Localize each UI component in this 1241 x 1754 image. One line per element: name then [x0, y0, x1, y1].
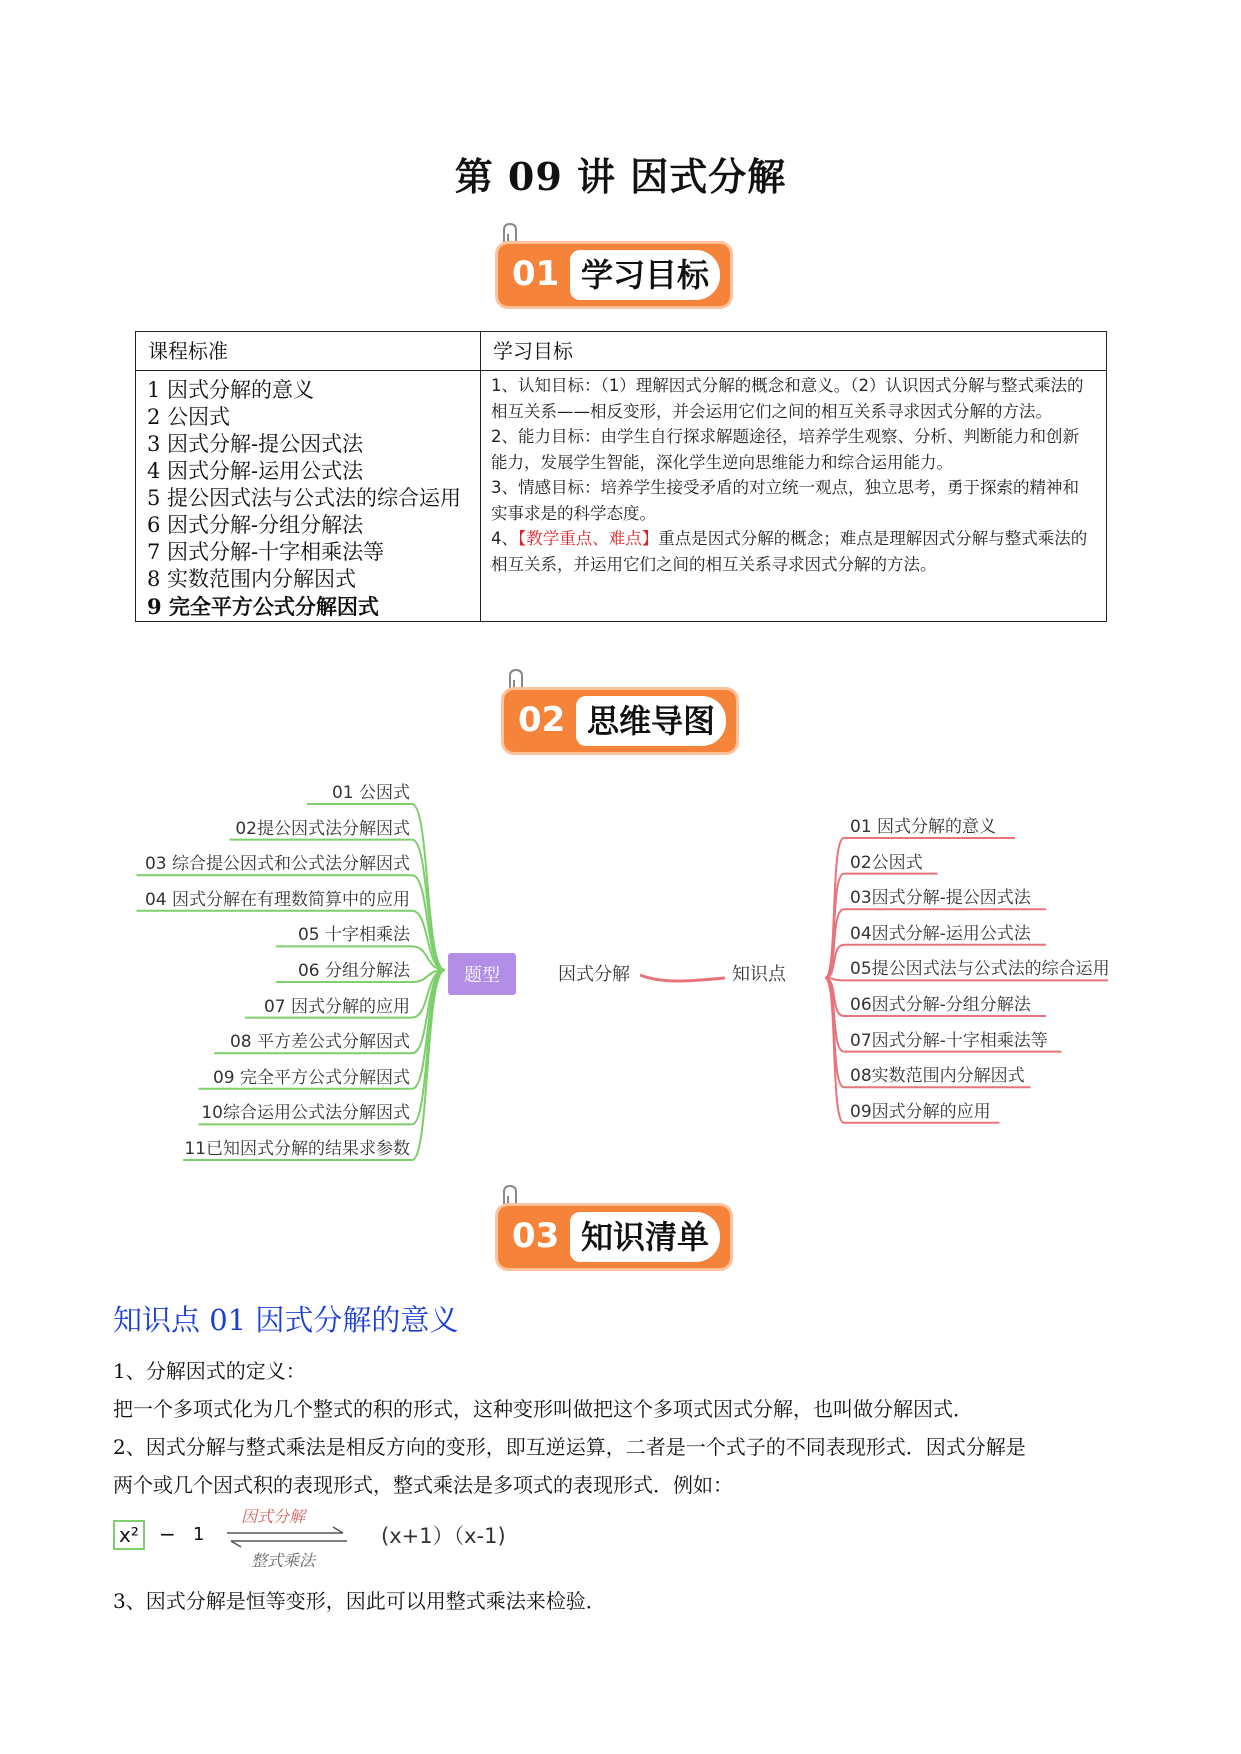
mind-map-right-node: 05提公因式法与公式法的综合运用 [850, 959, 1110, 980]
goal-cognitive: 1、认知目标：（1）理解因式分解的概念和意义。（2）认识因式分解与整式乘法的相互关系——相反变形，并会运用它们之间的相互关系寻求因式分解的方法。 [491, 376, 1084, 421]
section-number: 01 [512, 254, 560, 294]
section-number: 02 [518, 700, 566, 740]
section-number: 03 [512, 1216, 560, 1256]
mind-map-left-node: 11已知因式分解的结果求参数 [184, 1139, 410, 1159]
arrow-label-factorize: 因式分解 [241, 1507, 306, 1526]
mind-map [100, 770, 1141, 1170]
mind-map-right-node: 07因式分解-十字相乘法等 [850, 1030, 1048, 1051]
mind-map-right-node: 03因式分解-提公因式法 [850, 888, 1031, 909]
mind-map-center-connector [640, 975, 725, 981]
formula-rhs: (x+1）（x-1) [381, 1524, 506, 1548]
paragraph: 把一个多项式化为几个整式的积的形式，这种变形叫做把这个多项式因式分解，也叫做分解因式． [113, 1397, 973, 1421]
standard-item: 9 完全平方公式分解因式 [147, 594, 379, 619]
mind-map-right-node: 08实数范围内分解因式 [850, 1066, 1025, 1087]
mind-map-left-node: 04 因式分解在有理数简算中的应用 [144, 889, 410, 910]
mind-map-hub-knowledge: 知识点 [732, 964, 786, 985]
standard-item: 1 因式分解的意义 [147, 378, 315, 402]
table-header-goals: 学习目标 [481, 332, 1107, 371]
table-header-standards: 课程标准 [136, 332, 481, 371]
mind-map-right-node: 04因式分解-运用公式法 [850, 923, 1031, 944]
standards-cell [136, 371, 481, 622]
paragraph: 3、因式分解是恒等变形，因此可以用整式乘法来检验． [113, 1589, 606, 1613]
double-arrow-icon [225, 1526, 349, 1548]
paragraph: 2、因式分解与整式乘法是相反方向的变形，即互逆运算，二者是一个式子的不同表现形式．因式分解是 [113, 1435, 1026, 1459]
mind-map-hub-types: 题型 [448, 953, 516, 995]
section-badge-learning-goals [496, 222, 736, 312]
section-label: 学习目标 [570, 250, 720, 300]
goal-ability: 2、能力目标：由学生自行探求解题途径，培养学生观察、分析、判断能力和创新能力，发展学生智能，深化学生逆向思维能力和综合运用能力。 [491, 427, 1079, 472]
mind-map-center: 因式分解 [558, 964, 630, 985]
standard-item: 3 因式分解-提公因式法 [147, 432, 364, 456]
example-formula [113, 1508, 533, 1568]
mind-map-left-branches [100, 770, 410, 1170]
mind-map-left-node: 03 综合提公因式和公式法分解因式 [144, 854, 410, 875]
formula-minus: − [159, 1522, 176, 1546]
mind-map-right-node: 02公因式 [850, 852, 923, 873]
mind-map-left-node: 07 因式分解的应用 [263, 996, 410, 1017]
formula-lhs: x² [113, 1520, 145, 1550]
goal-key-points: 4、【教学重点、难点】重点是因式分解的概念；难点是理解因式分解与整式乘法的相互关系，并运用它们之间的相互关系寻求因式分解的方法。 [491, 529, 1088, 574]
mind-map-left-node: 06 分组分解法 [297, 961, 410, 981]
arrow-label-multiply: 整式乘法 [251, 1551, 316, 1570]
section-badge-knowledge-list [496, 1184, 736, 1274]
mind-map-left-node: 08 平方差公式分解因式 [229, 1032, 410, 1053]
standard-item: 2 公因式 [147, 405, 231, 429]
mind-map-left-branch [412, 840, 445, 970]
paragraph: 1、分解因式的定义： [113, 1359, 306, 1383]
mind-map-left-node: 10综合运用公式法分解因式 [201, 1103, 410, 1124]
standard-item: 4 因式分解-运用公式法 [147, 459, 364, 483]
mind-map-left-node: 01 公因式 [331, 783, 410, 803]
knowledge-heading: 知识点 01 因式分解的意义 [113, 1303, 459, 1337]
mind-map-left-node: 02提公因式法分解因式 [235, 818, 410, 839]
section-label: 知识清单 [570, 1212, 720, 1262]
goal-emotion: 3、情感目标：培养学生接受矛盾的对立统一观点，独立思考，勇于探索的精神和实事求是的科学态度。 [491, 478, 1079, 523]
mind-map-right-node: 06因式分解-分组分解法 [850, 995, 1031, 1015]
mind-map-left-branch [412, 970, 445, 1160]
goals-table [135, 331, 1107, 622]
key-points-highlight: 【教学重点、难点】 [518, 529, 659, 548]
standard-item: 5 提公因式法与公式法的综合运用 [147, 486, 462, 510]
mind-map-left-node: 09 完全平方公式分解因式 [212, 1067, 410, 1088]
standard-item: 6 因式分解-分组分解法 [147, 513, 364, 537]
section-badge-mind-map [502, 668, 742, 758]
mind-map-right-node: 01 因式分解的意义 [850, 817, 997, 837]
page-title: 第 09 讲 因式分解 [454, 154, 787, 199]
paragraph: 两个或几个因式积的表现形式，整式乘法是多项式的表现形式．例如： [113, 1473, 733, 1497]
goals-cell [481, 371, 1107, 622]
mind-map-right-node: 09因式分解的应用 [850, 1101, 991, 1122]
standard-item: 8 实数范围内分解因式 [147, 567, 357, 591]
mind-map-right-branches [840, 770, 1140, 1170]
mind-map-left-node: 05 十字相乘法 [297, 925, 410, 946]
formula-one: 1 [193, 1524, 205, 1545]
standard-item: 7 因式分解-十字相乘法等 [147, 540, 385, 564]
section-label: 思维导图 [576, 696, 726, 746]
